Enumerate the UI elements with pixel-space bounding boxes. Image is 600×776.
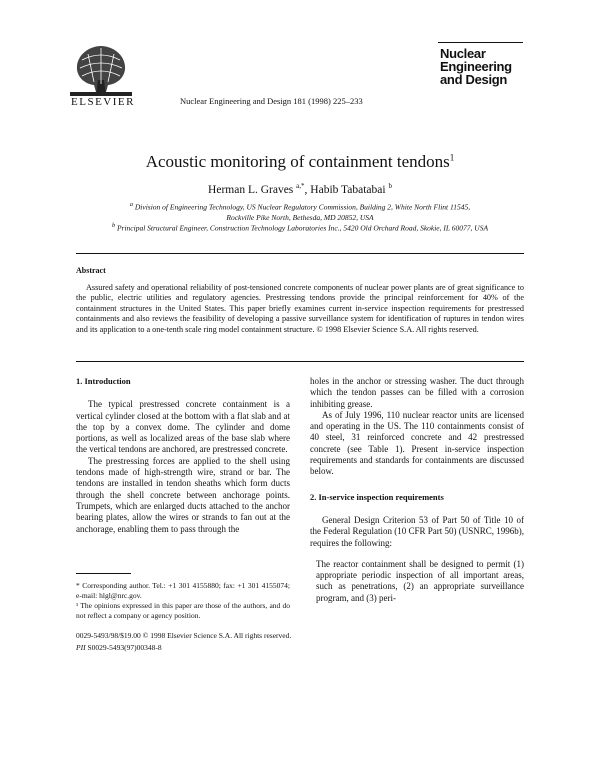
author-mark: a,* <box>296 182 305 190</box>
elsevier-tree-logo <box>68 40 134 98</box>
affiliation-line: Division of Engineering Technology, US Nuclear Regulatory Commission, Building 2, White North Flint 11545, <box>134 202 471 212</box>
affiliation-line: Principal Structural Engineer, Construction Technology Laboratories Inc., 5420 Old Orchard Road, Skokie, IL 60077, USA <box>116 223 489 233</box>
title-text: Acoustic monitoring of containment tendons <box>145 152 450 171</box>
journal-brand <box>440 47 520 86</box>
author-name: Herman L. Graves <box>208 183 294 196</box>
paragraph: As of July 1996, 110 nuclear reactor units are licensed and operating in the US. The 110 containments consist of 40 steel, 31 reinforced concrete and 42 prestressed concrete (see Table 1). Present in-service inspection requirements and standards for containments are discussed below. <box>310 409 524 477</box>
pii-line <box>76 643 162 653</box>
author-name: Habib Tabatabai <box>310 183 386 196</box>
journal-citation: Nuclear Engineering and Design 181 (1998) 225–233 <box>180 96 363 106</box>
paragraph: General Design Criterion 53 of Part 50 of Title 10 of the Federal Regulation (10 CFR Part 50) (USNRC, 1996b), requires the following: <box>310 514 524 548</box>
affiliation-line: Rockville Pike North, Bethesda, MD 20852, USA <box>226 212 374 222</box>
title-footnote-mark: 1 <box>449 152 455 163</box>
abstract-bottom-rule <box>76 361 524 362</box>
footnote-opinions: ¹ The opinions expressed in this paper are those of the authors, and do not reflect a company or agency position. <box>76 601 290 620</box>
brand-line-2: Engineering <box>440 59 512 74</box>
affiliation-mark: a <box>129 201 134 208</box>
section-heading: 1. Introduction <box>76 376 131 386</box>
pii-value: S0029-5493(97)00348-8 <box>87 643 162 652</box>
abstract-heading: Abstract <box>76 266 106 275</box>
block-quote: The reactor containment shall be designed to permit (1) appropriate periodic inspection of all important areas, such as penetrations, (2) an appropriate surveillance program, and (3) peri- <box>316 558 524 603</box>
footnote-rule <box>76 573 131 574</box>
section-heading: 2. In-service inspection requirements <box>310 491 444 502</box>
abstract-top-rule <box>76 253 524 254</box>
author-list <box>0 182 600 196</box>
paragraph: The prestressing forces are applied to the shell using tendons made of high-strength wire, strand or bar. The tendons are installed in tendon sheaths which form ducts through the shell concrete between anchorage points. Trumpets, which are enlarged ducts attached to the anchor bearing plates, allow the wires or strands to fan out at the anchorage, enabling them to pass through the <box>76 455 290 534</box>
affiliation-a <box>60 200 540 223</box>
affiliation-b <box>40 221 560 234</box>
right-column <box>310 376 524 604</box>
footnote-corresponding: * Corresponding author. Tel.: +1 301 4155880; fax: +1 301 4155074; e-mail: hlgl@nrc.gov. <box>76 581 290 600</box>
brand-line-1: Nuclear <box>440 46 486 61</box>
copyright-line: 0029-5493/98/$19.00 © 1998 Elsevier Science S.A. All rights reserved. <box>76 631 292 640</box>
author-mark: b <box>388 182 392 190</box>
pii-label: PII <box>76 643 86 652</box>
brand-rule <box>438 42 523 43</box>
abstract-text: Assured safety and operational reliability of post-tensioned concrete components of nuclear power plants are of great significance to the public, electric utilities and regulatory agencies. Prestressing tendons provide the principal reinforcement for 40% of the containment structures in the United States. This paper briefly examines current in-service inspection requirements for prestressed containments and also reviews the feasibility of developing a passive surveillance system for identification of ruptures in tendon wires and its application to a one-tenth scale ring model containment structure. © 1998 Elsevier Science S.A. All rights reserved. <box>76 283 524 334</box>
paragraph: The typical prestressed concrete containment is a vertical cylinder closed at the bottom with a flat slab and at the top by a convex dome. The cylinder and dome portions, as well as localized areas of the base slab where the vertical tendons are anchored, are prestressed concrete. <box>76 399 290 455</box>
author-separator: , <box>304 183 311 196</box>
paragraph: holes in the anchor or stressing washer. The duct through which the tendon passes can be filled with a corrosion inhibiting grease. <box>310 376 524 409</box>
brand-line-3: and Design <box>440 72 508 87</box>
affiliation-mark: b <box>111 222 116 229</box>
publisher-name: ELSEVIER <box>71 96 135 108</box>
article-title <box>0 152 600 172</box>
left-column <box>76 376 290 535</box>
